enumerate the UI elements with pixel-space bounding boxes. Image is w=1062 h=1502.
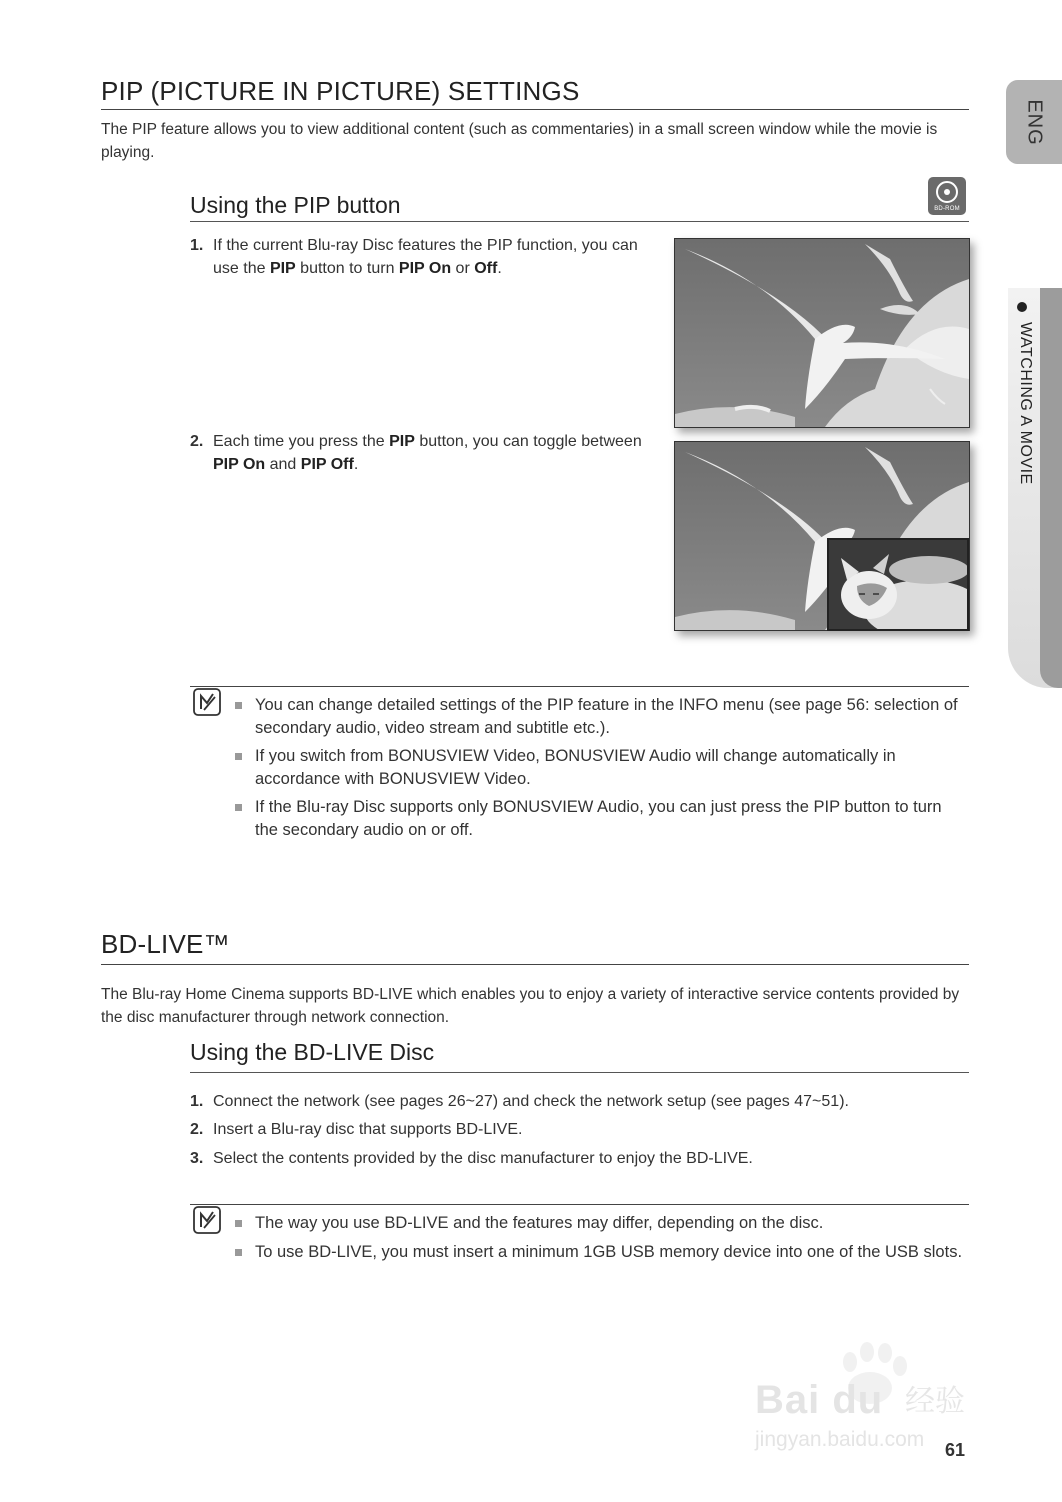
step-text: Connect the network (see pages 26~27) and check the network setup (see pages 47~51). [213,1093,849,1110]
note-item: The way you use BD-LIVE and the features may differ, depending on the disc. [234,1212,969,1235]
chapter-tab-label [1008,288,1038,528]
bullet-icon [235,804,242,811]
pip-step-2 [190,430,655,476]
note-item: If the Blu-ray Disc supports only BONUSVIEW Audio, you can just press the PIP button to turn the secondary audio on or off. [234,796,969,841]
watermark-url: jingyan.baidu.com [755,1428,925,1451]
pip-title-rule [101,109,969,110]
bullet-icon [235,1220,242,1227]
bd-rom-disc-icon [928,177,966,215]
bdlive-step-2 [190,1118,950,1141]
bdlive-subtitle-rule [190,1072,969,1073]
note-item: To use BD-LIVE, you must insert a minimum 1GB USB memory device into one of the USB slots. [234,1241,969,1264]
pip-notes-rule [190,686,969,687]
bdlive-section-title: BD-LIVE™ [101,929,230,959]
note-icon [193,688,221,716]
step-text: Each time you press the PIP button, you can toggle between PIP On and PIP Off. [213,433,642,473]
watermark-cjk: 经验 [905,1385,965,1418]
language-tab-label: ENG [1023,98,1046,146]
bullet-dot-icon [1017,302,1027,312]
bullet-icon [235,702,242,709]
bdlive-notes [234,1212,969,1269]
step-text: If the current Blu-ray Disc features the PIP function, you can use the PIP button to turn PIP On or Off. [213,237,638,277]
watermark-brand: Bai du [755,1378,884,1422]
bdlive-step-1 [190,1090,950,1113]
page-number: 61 [945,1440,966,1460]
pip-subtitle: Using the PIP button [190,192,401,218]
pip-section-title: PIP (PICTURE IN PICTURE) SETTINGS [101,76,580,106]
step-number: 2. [190,433,204,450]
step-number: 1. [190,237,204,254]
step-text: Select the contents provided by the disc manufacturer to enjoy the BD-LIVE. [213,1150,753,1167]
step-text: Insert a Blu-ray disc that supports BD-LIVE. [213,1121,523,1138]
note-item: If you switch from BONUSVIEW Video, BONUSVIEW Audio will change automatically in accordance with BONUSVIEW Video. [234,745,969,790]
pip-inset-cat-photo [827,538,969,631]
bdlive-title-rule [101,964,969,965]
note-item: You can change detailed settings of the PIP feature in the INFO menu (see page 56: selection of secondary audio, video stream and subtitle etc.). [234,694,969,739]
step-number: 2. [190,1121,204,1138]
pip-notes [234,694,969,847]
bdlive-subtitle: Using the BD-LIVE Disc [190,1039,435,1065]
bdlive-intro: The Blu-ray Home Cinema supports BD-LIVE which enables you to enjoy a variety of interactive service contents provided by the disc manufacturer through network connection. [101,986,960,1026]
pip-step-1 [190,234,655,280]
bdlive-step-3 [190,1147,950,1170]
pip-subtitle-rule [190,221,969,222]
note-icon [193,1206,221,1234]
bd-rom-label: BD-ROM [934,206,960,212]
bullet-icon [235,753,242,760]
chapter-name: WATCHING A MOVIE [1017,322,1034,485]
bullet-icon [235,1249,242,1256]
chapter-tab-edge [1040,288,1062,688]
seagull-photo [674,238,970,428]
bdlive-notes-rule [190,1204,969,1205]
step-number: 3. [190,1150,204,1167]
pip-intro: The PIP feature allows you to view additional content (such as commentaries) in a small screen window while the movie is playing. [101,121,938,161]
step-number: 1. [190,1093,204,1110]
